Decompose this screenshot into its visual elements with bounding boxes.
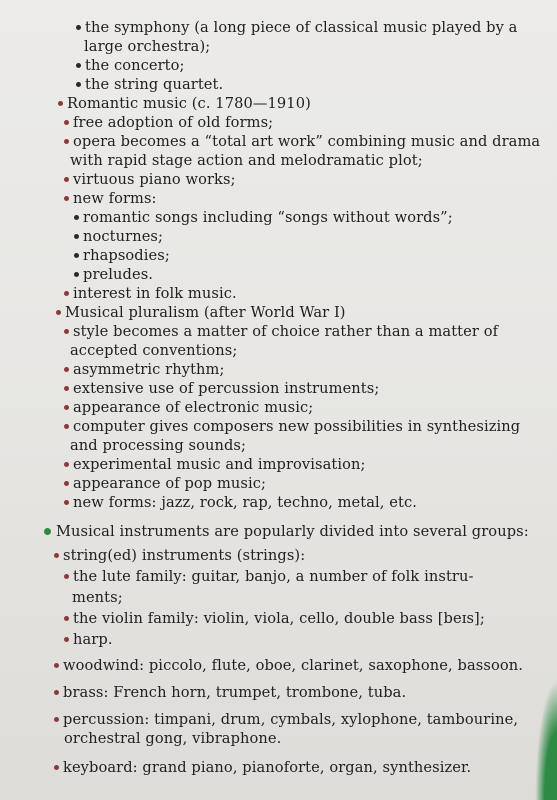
list-item: new forms: jazz, rock, rap, techno, metal, etc. xyxy=(64,493,417,512)
list-item: keyboard: grand piano, pianoforte, organ, synthesizer. xyxy=(54,758,471,777)
bullet-icon xyxy=(74,253,79,258)
bullet-icon xyxy=(64,329,69,334)
list-item: the violin family: violin, viola, cello, double bass [beɪs]; xyxy=(64,609,485,628)
list-item: experimental music and improvisation; xyxy=(64,455,366,474)
bullet-icon xyxy=(64,405,69,410)
list-item-continuation: accepted conventions; xyxy=(70,342,238,359)
bullet-icon xyxy=(64,574,69,579)
list-item: appearance of electronic music; xyxy=(64,398,313,417)
section-heading: Musical instruments are popularly divided into several groups: xyxy=(44,522,529,541)
bullet-icon xyxy=(54,663,59,668)
bullet-icon xyxy=(74,234,79,239)
list-item: new forms: xyxy=(64,189,157,208)
list-item: string(ed) instruments (strings): xyxy=(54,546,305,565)
bullet-icon xyxy=(54,717,59,722)
list-item: opera becomes a “total art work” combining music and drama xyxy=(64,132,540,151)
corner-shadow xyxy=(535,680,557,800)
list-item-continuation: with rapid stage action and melodramatic plot; xyxy=(70,152,423,169)
bullet-icon xyxy=(64,386,69,391)
bullet-icon xyxy=(76,82,81,87)
bullet-icon xyxy=(64,481,69,486)
list-item: harp. xyxy=(64,630,113,649)
list-item: preludes. xyxy=(74,265,153,284)
list-item: interest in folk music. xyxy=(64,284,237,303)
list-item: the lute family: guitar, banjo, a number of folk instru- xyxy=(64,567,474,586)
bullet-icon xyxy=(56,310,61,315)
list-item-continuation: ments; xyxy=(72,589,123,606)
bullet-icon xyxy=(64,196,69,201)
list-item: computer gives composers new possibilities in synthesizing xyxy=(64,417,520,436)
list-item: appearance of pop music; xyxy=(64,474,266,493)
bullet-icon xyxy=(64,177,69,182)
bullet-icon xyxy=(64,424,69,429)
section-heading: Romantic music (c. 1780—1910) xyxy=(58,94,311,113)
list-item: free adoption of old forms; xyxy=(64,113,273,132)
bullet-icon xyxy=(54,765,59,770)
bullet-icon xyxy=(76,63,81,68)
bullet-icon xyxy=(64,616,69,621)
bullet-icon xyxy=(64,120,69,125)
list-item: romantic songs including “songs without words”; xyxy=(74,208,453,227)
section-heading: Musical pluralism (after World War I) xyxy=(56,303,346,322)
bullet-icon xyxy=(64,367,69,372)
list-item: brass: French horn, trumpet, trombone, tuba. xyxy=(54,683,406,702)
list-item: rhapsodies; xyxy=(74,246,170,265)
list-item: nocturnes; xyxy=(74,227,163,246)
list-item-continuation: and processing sounds; xyxy=(70,437,247,454)
bullet-icon xyxy=(58,101,63,106)
bullet-icon xyxy=(64,500,69,505)
list-item: percussion: timpani, drum, cymbals, xylophone, tambourine, xyxy=(54,710,518,729)
list-item-continuation: orchestral gong, vibraphone. xyxy=(64,730,282,747)
bullet-icon xyxy=(54,553,59,558)
list-item: extensive use of percussion instruments; xyxy=(64,379,379,398)
bullet-icon xyxy=(44,528,51,535)
list-item: style becomes a matter of choice rather than a matter of xyxy=(64,322,498,341)
list-item: the concerto; xyxy=(76,56,185,75)
bullet-icon xyxy=(64,637,69,642)
list-item: virtuous piano works; xyxy=(64,170,236,189)
bullet-icon xyxy=(64,462,69,467)
list-item: woodwind: piccolo, flute, oboe, clarinet, saxophone, bassoon. xyxy=(54,656,523,675)
bullet-icon xyxy=(74,272,79,277)
list-item: the symphony (a long piece of classical music played by a xyxy=(76,18,517,37)
list-item: the string quartet. xyxy=(76,75,223,94)
bullet-icon xyxy=(54,690,59,695)
bullet-icon xyxy=(64,139,69,144)
bullet-icon xyxy=(64,291,69,296)
bullet-icon xyxy=(74,215,79,220)
list-item: asymmetric rhythm; xyxy=(64,360,225,379)
list-item-continuation: large orchestra); xyxy=(84,38,211,55)
bullet-icon xyxy=(76,25,81,30)
